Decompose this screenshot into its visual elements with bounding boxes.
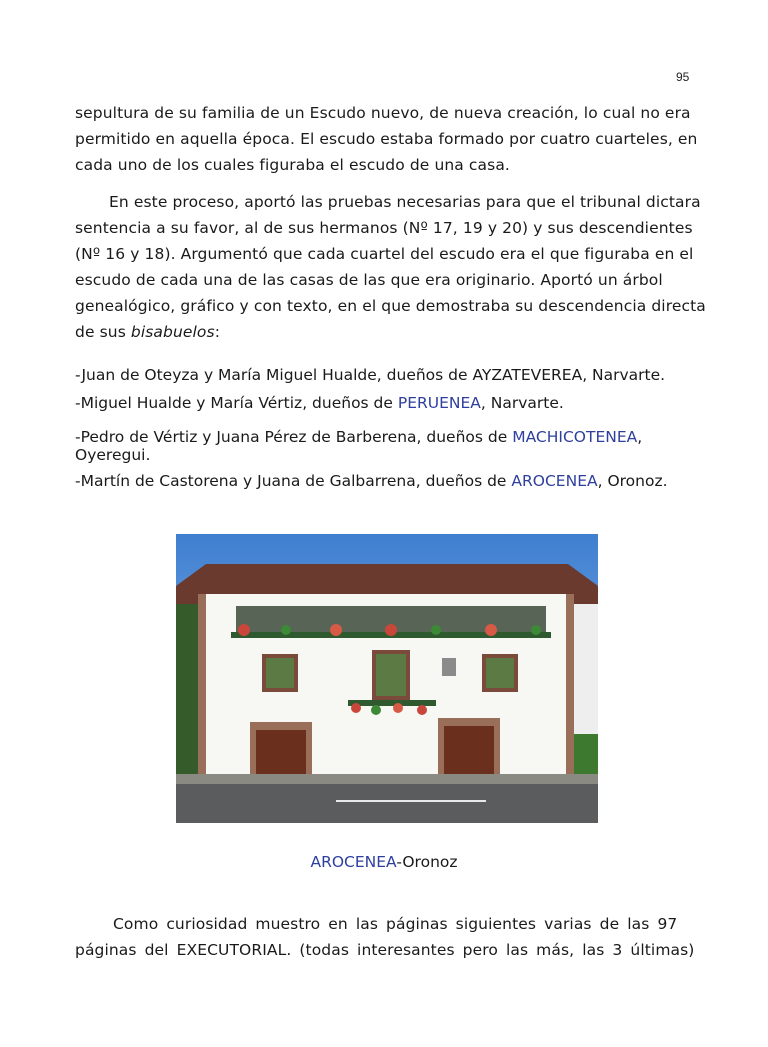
page-number: 95: [676, 70, 690, 84]
ancestor-line-4: [75, 472, 668, 490]
paragraph-proceso-end: :: [214, 323, 221, 341]
ancestor-line-1: [75, 366, 665, 384]
ancestor-house: AYZATEVEREA: [472, 366, 583, 384]
paragraph-curiosidad: Como curiosidad muestro en las páginas siguientes varias de las 97 páginas del EXECUTORIAL. (todas interesantes pero las más, las 3 últimas): [75, 915, 695, 959]
ancestor-suffix: , Narvarte.: [582, 366, 666, 384]
ancestor-house: PERUENEA: [397, 394, 481, 412]
paragraph-proceso-emphasis: bisabuelos: [130, 323, 215, 341]
ancestor-line-3: [75, 428, 642, 446]
ancestor-house: AROCENEA: [511, 472, 598, 490]
ancestor-house: MACHICOTENEA: [512, 428, 638, 446]
ancestor-prefix: -Pedro de Vértiz y Juana Pérez de Barberena, dueños de: [75, 428, 513, 446]
ancestor-prefix: -Juan de Oteyza y María Miguel Hualde, dueños de: [75, 366, 473, 384]
ancestor-suffix: ,: [637, 428, 643, 446]
caption-place: -Oronoz: [396, 853, 458, 871]
caption-house: AROCENEA: [310, 853, 397, 871]
paragraph-proceso-text: En este proceso, aportó las pruebas necesarias para que el tribunal dictara sentencia a su favor, al de sus hermanos (Nº 17, 19 y 20) y sus descendientes (Nº 16 y 18). Argumentó que cada cuartel del escudo era el que figuraba en el escudo de cada una de las casas de las que era originario. Aportó un árbol genealógico, gráfico y con texto, en el que demostraba su descendencia directa de sus: [75, 193, 706, 341]
photo-caption: [0, 853, 768, 871]
ancestor-prefix: -Miguel Hualde y María Vértiz, dueños de: [75, 394, 398, 412]
ancestor-line-2: [75, 394, 564, 412]
ancestor-line-3-continuation: Oyeregui.: [75, 446, 151, 464]
paragraph-escudo: sepultura de su familia de un Escudo nuevo, de nueva creación, lo cual no era permitido en aquella época. El escudo estaba formado por cuatro cuarteles, en cada uno de los cuales figuraba el escudo de una casa.: [75, 104, 698, 174]
ancestor-prefix: -Martín de Castorena y Juana de Galbarrena, dueños de: [75, 472, 512, 490]
ancestor-suffix: , Narvarte.: [480, 394, 564, 412]
paragraph-proceso: [75, 189, 715, 345]
house-photo: [176, 534, 598, 823]
ancestor-suffix: , Oronoz.: [597, 472, 668, 490]
